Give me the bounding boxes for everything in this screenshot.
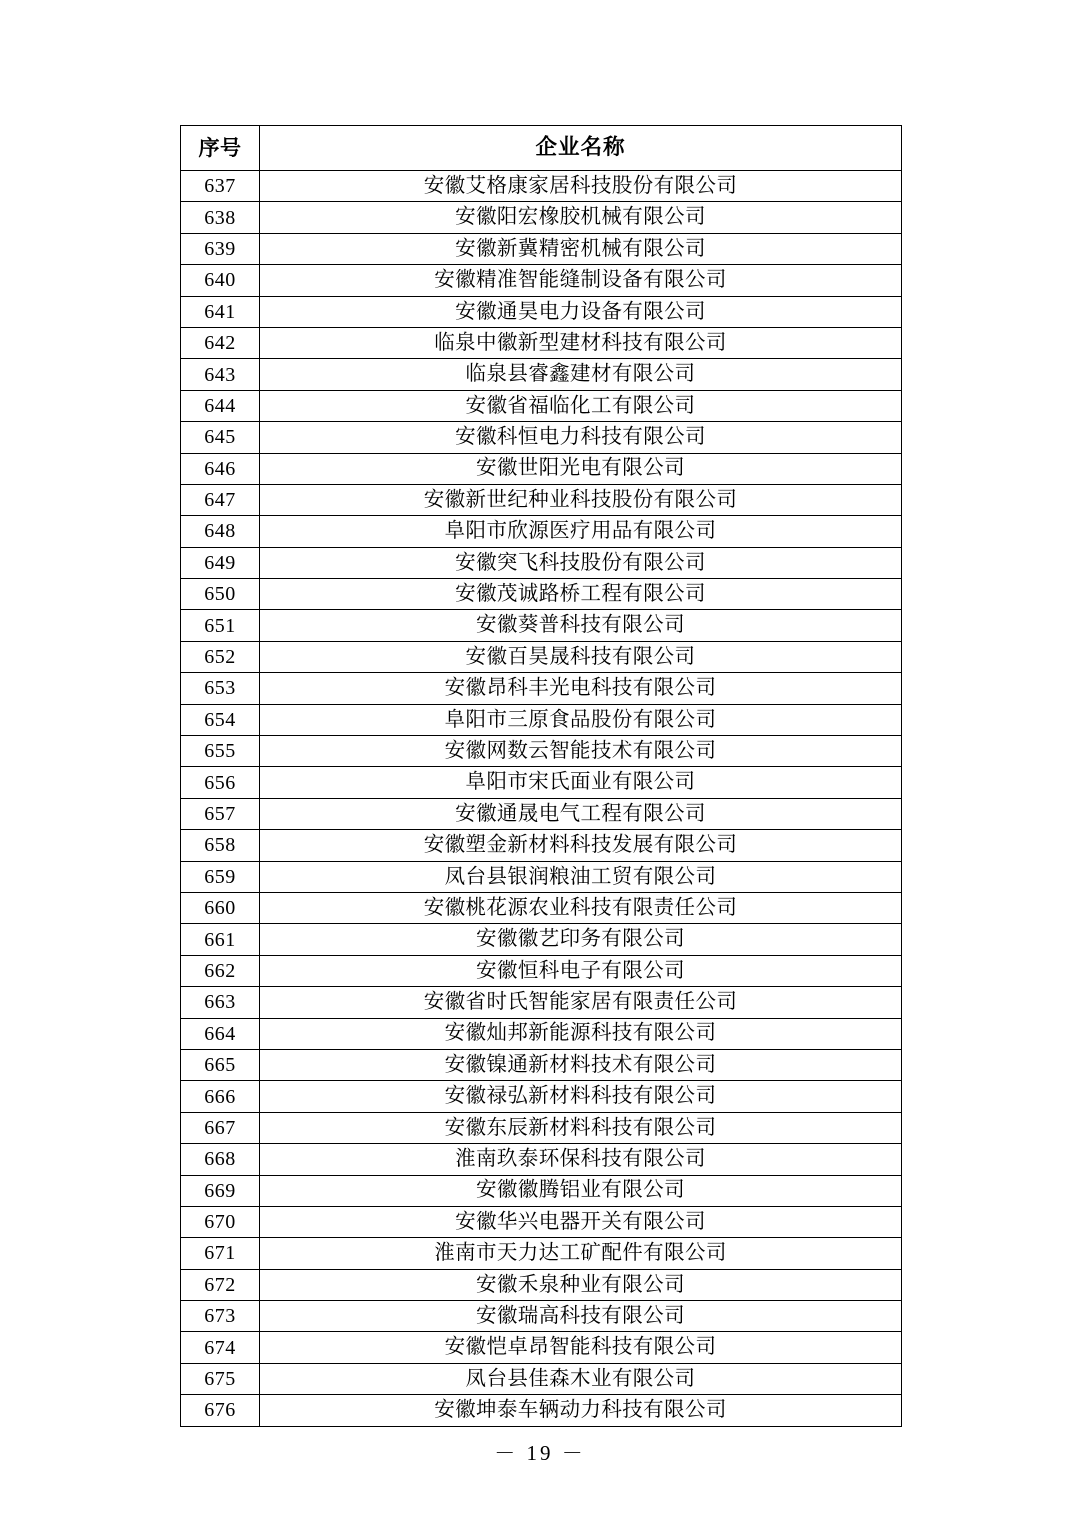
cell-index: 669: [181, 1175, 260, 1206]
cell-index: 649: [181, 547, 260, 578]
table-row: [181, 861, 902, 892]
table-row: [181, 327, 902, 358]
cell-index: 640: [181, 265, 260, 296]
table-row: [181, 1081, 902, 1112]
cell-enterprise-name: 安徽艾格康家居科技股份有限公司: [260, 171, 902, 202]
table-row: [181, 673, 902, 704]
table-row: [181, 422, 902, 453]
cell-enterprise-name: 安徽通晟电气工程有限公司: [260, 798, 902, 829]
table-row: [181, 1238, 902, 1269]
cell-enterprise-name: 安徽网数云智能技术有限公司: [260, 736, 902, 767]
cell-index: 675: [181, 1363, 260, 1394]
cell-enterprise-name: 安徽省时氏智能家居有限责任公司: [260, 987, 902, 1018]
cell-index: 674: [181, 1332, 260, 1363]
table-row: [181, 1112, 902, 1143]
table-header: [181, 126, 902, 171]
cell-index: 659: [181, 861, 260, 892]
table-row: [181, 171, 902, 202]
table-row: [181, 296, 902, 327]
cell-enterprise-name: 安徽科恒电力科技有限公司: [260, 422, 902, 453]
cell-enterprise-name: 阜阳市宋氏面业有限公司: [260, 767, 902, 798]
cell-enterprise-name: 凤台县佳森木业有限公司: [260, 1363, 902, 1394]
cell-index: 664: [181, 1018, 260, 1049]
cell-index: 661: [181, 924, 260, 955]
table-row: [181, 830, 902, 861]
table-row: [181, 516, 902, 547]
cell-enterprise-name: 安徽恒科电子有限公司: [260, 955, 902, 986]
table-row: [181, 1206, 902, 1237]
cell-enterprise-name: 安徽阳宏橡胶机械有限公司: [260, 202, 902, 233]
table-row: [181, 641, 902, 672]
cell-index: 645: [181, 422, 260, 453]
table-row: [181, 1269, 902, 1300]
table-row: [181, 1018, 902, 1049]
cell-index: 670: [181, 1206, 260, 1237]
cell-enterprise-name: 安徽突飞科技股份有限公司: [260, 547, 902, 578]
enterprise-list-table-container: [180, 125, 901, 1427]
table-row: [181, 987, 902, 1018]
cell-index: 666: [181, 1081, 260, 1112]
cell-enterprise-name: 安徽新世纪种业科技股份有限公司: [260, 484, 902, 515]
cell-enterprise-name: 安徽桃花源农业科技有限责任公司: [260, 892, 902, 923]
cell-enterprise-name: 安徽徽艺印务有限公司: [260, 924, 902, 955]
column-header-name: 企业名称: [260, 126, 902, 171]
table-row: [181, 1144, 902, 1175]
table-row: [181, 202, 902, 233]
cell-enterprise-name: 安徽省福临化工有限公司: [260, 390, 902, 421]
table-row: [181, 736, 902, 767]
cell-enterprise-name: 安徽新冀精密机械有限公司: [260, 233, 902, 264]
table-row: [181, 390, 902, 421]
table-row: [181, 265, 902, 296]
cell-index: 647: [181, 484, 260, 515]
table-row: [181, 767, 902, 798]
table-row: [181, 359, 902, 390]
table-row: [181, 579, 902, 610]
cell-index: 654: [181, 704, 260, 735]
cell-enterprise-name: 安徽华兴电器开关有限公司: [260, 1206, 902, 1237]
cell-index: 644: [181, 390, 260, 421]
table-row: [181, 1301, 902, 1332]
cell-index: 658: [181, 830, 260, 861]
cell-enterprise-name: 安徽塑金新材料科技发展有限公司: [260, 830, 902, 861]
cell-index: 643: [181, 359, 260, 390]
enterprise-list-table: [180, 125, 902, 1427]
cell-index: 650: [181, 579, 260, 610]
cell-index: 676: [181, 1395, 260, 1426]
cell-enterprise-name: 安徽葵普科技有限公司: [260, 610, 902, 641]
cell-index: 663: [181, 987, 260, 1018]
cell-index: 639: [181, 233, 260, 264]
cell-enterprise-name: 安徽恺卓昂智能科技有限公司: [260, 1332, 902, 1363]
table-row: [181, 1395, 902, 1426]
table-row: [181, 1049, 902, 1080]
cell-enterprise-name: 凤台县银润粮油工贸有限公司: [260, 861, 902, 892]
cell-enterprise-name: 安徽镍通新材料技术有限公司: [260, 1049, 902, 1080]
table-row: [181, 1363, 902, 1394]
cell-enterprise-name: 安徽茂诚路桥工程有限公司: [260, 579, 902, 610]
cell-index: 672: [181, 1269, 260, 1300]
cell-enterprise-name: 安徽禾泉种业有限公司: [260, 1269, 902, 1300]
table-row: [181, 453, 902, 484]
cell-index: 637: [181, 171, 260, 202]
cell-index: 653: [181, 673, 260, 704]
cell-index: 667: [181, 1112, 260, 1143]
cell-enterprise-name: 临泉中徽新型建材科技有限公司: [260, 327, 902, 358]
cell-index: 665: [181, 1049, 260, 1080]
cell-index: 657: [181, 798, 260, 829]
table-row: [181, 924, 902, 955]
cell-enterprise-name: 安徽通昊电力设备有限公司: [260, 296, 902, 327]
table-row: [181, 1175, 902, 1206]
cell-index: 660: [181, 892, 260, 923]
cell-enterprise-name: 阜阳市欣源医疗用品有限公司: [260, 516, 902, 547]
cell-enterprise-name: 安徽徽腾铝业有限公司: [260, 1175, 902, 1206]
table-row: [181, 955, 902, 986]
table-row: [181, 547, 902, 578]
cell-index: 648: [181, 516, 260, 547]
cell-enterprise-name: 安徽灿邦新能源科技有限公司: [260, 1018, 902, 1049]
cell-index: 652: [181, 641, 260, 672]
table-row: [181, 1332, 902, 1363]
cell-enterprise-name: 安徽百昊晟科技有限公司: [260, 641, 902, 672]
table-row: [181, 233, 902, 264]
table-row: [181, 798, 902, 829]
table-row: [181, 892, 902, 923]
cell-enterprise-name: 阜阳市三原食品股份有限公司: [260, 704, 902, 735]
table-body: [181, 171, 902, 1427]
cell-enterprise-name: 安徽昂科丰光电科技有限公司: [260, 673, 902, 704]
cell-enterprise-name: 临泉县睿鑫建材有限公司: [260, 359, 902, 390]
cell-enterprise-name: 安徽禄弘新材料科技有限公司: [260, 1081, 902, 1112]
cell-enterprise-name: 淮南玖泰环保科技有限公司: [260, 1144, 902, 1175]
cell-index: 671: [181, 1238, 260, 1269]
cell-index: 668: [181, 1144, 260, 1175]
cell-enterprise-name: 安徽东辰新材料科技有限公司: [260, 1112, 902, 1143]
page-number-footer: － 19 －: [494, 1441, 586, 1465]
cell-enterprise-name: 安徽坤泰车辆动力科技有限公司: [260, 1395, 902, 1426]
cell-index: 656: [181, 767, 260, 798]
cell-enterprise-name: 安徽瑞高科技有限公司: [260, 1301, 902, 1332]
cell-index: 651: [181, 610, 260, 641]
table-row: [181, 610, 902, 641]
column-header-index: 序号: [181, 126, 260, 171]
cell-index: 662: [181, 955, 260, 986]
cell-index: 646: [181, 453, 260, 484]
cell-index: 638: [181, 202, 260, 233]
cell-index: 642: [181, 327, 260, 358]
cell-enterprise-name: 淮南市天力达工矿配件有限公司: [260, 1238, 902, 1269]
cell-enterprise-name: 安徽精准智能缝制设备有限公司: [260, 265, 902, 296]
cell-index: 641: [181, 296, 260, 327]
table-row: [181, 704, 902, 735]
cell-index: 655: [181, 736, 260, 767]
table-row: [181, 484, 902, 515]
cell-index: 673: [181, 1301, 260, 1332]
cell-enterprise-name: 安徽世阳光电有限公司: [260, 453, 902, 484]
table-header-row: [181, 126, 902, 171]
